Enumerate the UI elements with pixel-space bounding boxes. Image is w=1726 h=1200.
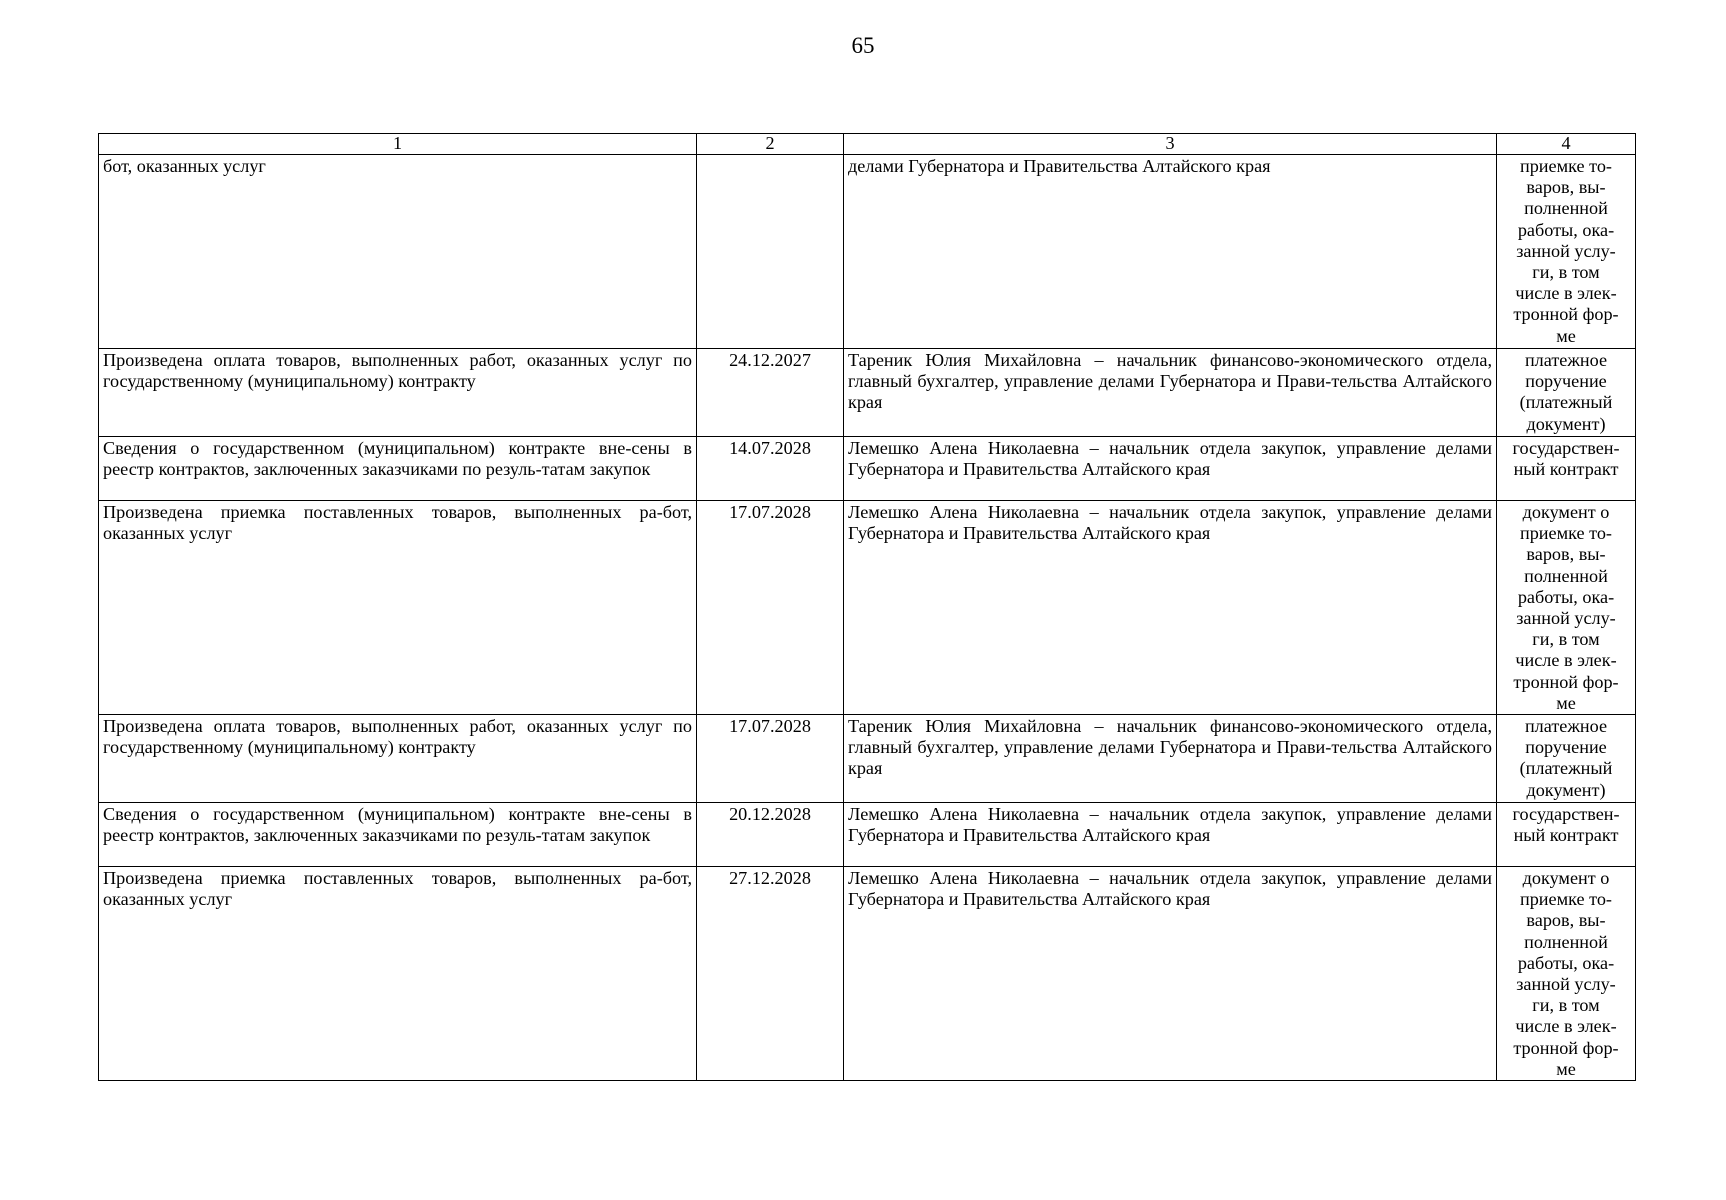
responsible-cell	[844, 349, 1497, 437]
stage-description-cell-text: бот, оказанных услуг	[103, 156, 266, 176]
responsible-cell-text: Тареник Юлия Михайловна – начальник финансово-экономического отдела, главный бухгалтер, управление делами Губернатора и Прави-тельства Алтайского края	[848, 350, 1492, 413]
responsible-cell	[844, 803, 1497, 867]
stage-description-cell	[99, 349, 697, 437]
stage-description-cell	[99, 867, 697, 1081]
responsible-cell	[844, 867, 1497, 1081]
date-cell-text: 17.07.2028	[729, 716, 811, 737]
date-cell	[697, 155, 844, 349]
stage-description-cell	[99, 501, 697, 715]
table-row	[99, 437, 1636, 501]
date-cell	[697, 715, 844, 803]
table-row	[99, 803, 1636, 867]
date-cell-text: 27.12.2028	[729, 868, 811, 889]
date-cell-text: 20.12.2028	[729, 804, 811, 825]
document-type-cell	[1497, 715, 1636, 803]
header-cell-3: 3	[844, 134, 1497, 155]
responsible-cell-text: Лемешко Алена Николаевна – начальник отдела закупок, управление делами Губернатора и Правительства Алтайского края	[848, 804, 1492, 846]
document-type-cell-text: платежное поручение (платежный документ)	[1519, 716, 1613, 800]
table-row	[99, 155, 1636, 349]
stage-description-cell	[99, 155, 697, 349]
stage-description-cell	[99, 437, 697, 501]
stage-description-cell-text: Сведения о государственном (муниципальном) контракте вне-сены в реестр контрактов, заключенных заказчиками по резуль-татам закупок	[103, 804, 692, 846]
stage-description-cell-text: Произведена приемка поставленных товаров, выполненных ра-бот, оказанных услуг	[103, 502, 692, 544]
page-number: 65	[851, 33, 875, 58]
responsible-cell-text: Лемешко Алена Николаевна – начальник отдела закупок, управление делами Губернатора и Правительства Алтайского края	[848, 868, 1492, 910]
responsible-cell-text: делами Губернатора и Правительства Алтайского края	[848, 156, 1271, 176]
table-row	[99, 501, 1636, 715]
date-cell	[697, 867, 844, 1081]
stage-description-cell-text: Произведена оплата товаров, выполненных работ, оказанных услуг по государственному (муниципальному) контракту	[103, 350, 692, 392]
table-row	[99, 715, 1636, 803]
header-cell-4: 4	[1497, 134, 1636, 155]
document-type-cell	[1497, 803, 1636, 867]
document-type-cell	[1497, 501, 1636, 715]
document-type-cell-text: документ о приемке то- варов, вы- полненной работы, ока- занной услу- ги, в том числе в элек- тронной фор- ме	[1513, 502, 1619, 713]
responsible-cell	[844, 501, 1497, 715]
document-type-cell-text: платежное поручение (платежный документ)	[1519, 350, 1613, 434]
stage-description-cell	[99, 715, 697, 803]
table-row	[99, 867, 1636, 1081]
document-type-cell	[1497, 437, 1636, 501]
date-cell	[697, 437, 844, 501]
date-cell-text: 14.07.2028	[729, 438, 811, 458]
responsible-cell-text: Тареник Юлия Михайловна – начальник финансово-экономического отдела, главный бухгалтер, управление делами Губернатора и Прави-тельства Алтайского края	[848, 716, 1492, 779]
date-cell-text: 17.07.2028	[729, 502, 811, 522]
header-cell-1: 1	[99, 134, 697, 155]
responsible-cell	[844, 437, 1497, 501]
stage-description-cell	[99, 803, 697, 867]
date-cell	[697, 803, 844, 867]
document-type-cell	[1497, 867, 1636, 1081]
date-cell	[697, 349, 844, 437]
document-type-cell-text: документ о приемке то- варов, вы- полненной работы, ока- занной услу- ги, в том числе в элек- тронной фор- ме	[1513, 868, 1619, 1079]
stage-description-cell-text: Произведена приемка поставленных товаров, выполненных ра-бот, оказанных услуг	[103, 868, 692, 910]
document-type-cell-text: приемке то- варов, вы- полненной работы, ока- занной услу- ги, в том числе в элек- тронной фор- ме	[1513, 156, 1619, 346]
date-cell	[697, 501, 844, 715]
date-cell-text: 24.12.2027	[729, 350, 811, 370]
schedule-table	[98, 133, 1636, 1081]
stage-description-cell-text: Произведена оплата товаров, выполненных работ, оказанных услуг по государственному (муниципальному) контракту	[103, 716, 692, 758]
responsible-cell-text: Лемешко Алена Николаевна – начальник отдела закупок, управление делами Губернатора и Правительства Алтайского края	[848, 502, 1492, 544]
responsible-cell-text: Лемешко Алена Николаевна – начальник отдела закупок, управление делами Губернатора и Правительства Алтайского края	[848, 438, 1492, 480]
document-type-cell	[1497, 349, 1636, 437]
stage-description-cell-text: Сведения о государственном (муниципальном) контракте вне-сены в реестр контрактов, заключенных заказчиками по резуль-татам закупок	[103, 438, 692, 480]
header-cell-2: 2	[697, 134, 844, 155]
table-row	[99, 349, 1636, 437]
document-type-cell-text: государствен- ный контракт	[1512, 804, 1620, 846]
document-type-cell	[1497, 155, 1636, 349]
document-type-cell-text: государствен- ный контракт	[1512, 438, 1620, 480]
table-header-row	[99, 134, 1636, 155]
responsible-cell	[844, 155, 1497, 349]
responsible-cell	[844, 715, 1497, 803]
